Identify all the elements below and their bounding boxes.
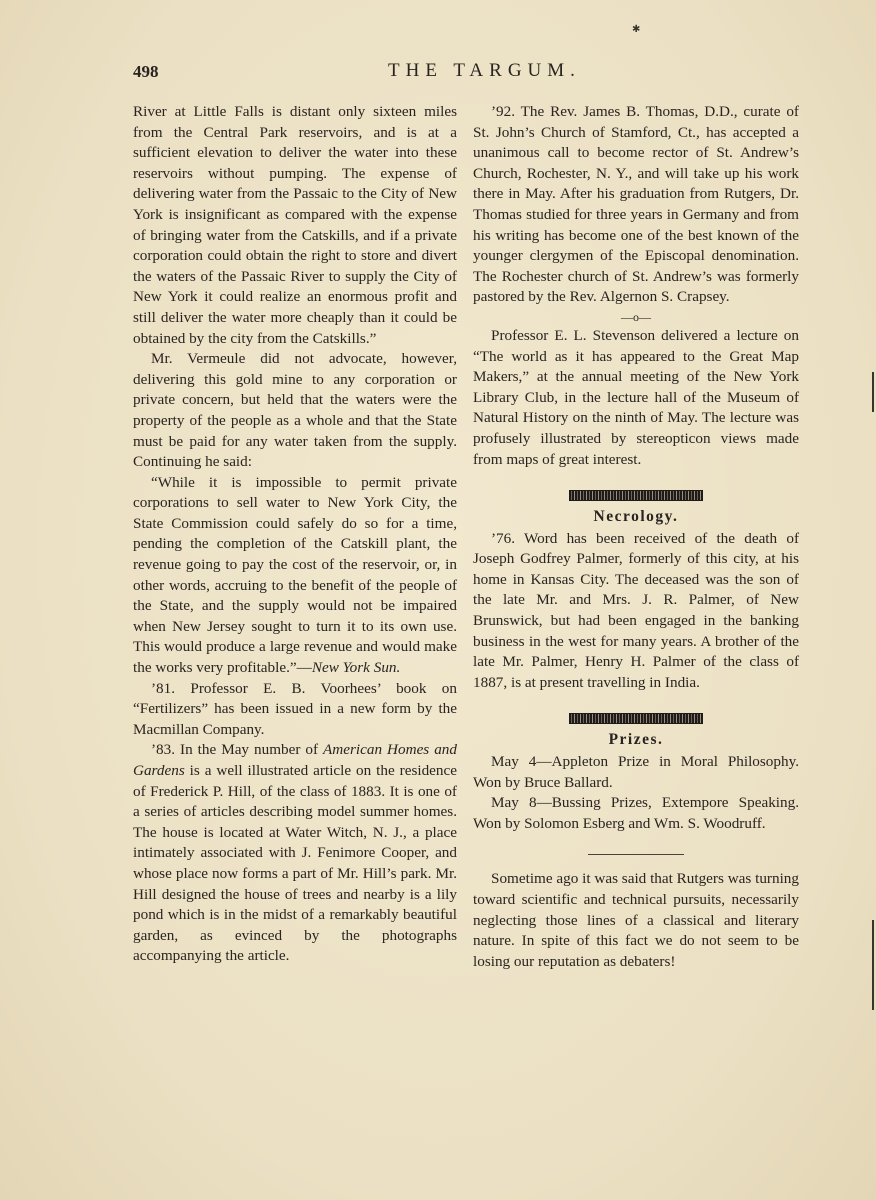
quote-source: New York Sun.	[311, 659, 401, 677]
paragraph-voorhees: ’81. Professor E. B. Voorhees’ book on “Fertilizers” has been issued in a new form by the Macmillan Company.	[133, 679, 457, 738]
page-edge-mark	[872, 372, 874, 412]
paragraph-palmer: ’76. Word has been received of the death of Joseph Godfrey Palmer, formerly of this city, at his home in Kansas City. The deceased was the son of the late Mr. and Mrs. J. R. Palmer, of New Brunswick, but had been engaged in the banking business in the west for many years. A brother of the late Mr. Palmer, Henry H. Palmer of the class of 1887, is at present travelling in India.	[473, 529, 799, 691]
section-divider: —o—	[621, 309, 651, 324]
magazine-title: American Homes and Gardens	[133, 741, 457, 779]
prizes-heading: Prizes.	[608, 731, 664, 749]
right-column	[473, 102, 799, 972]
left-column	[133, 102, 457, 967]
prize-item: May 4—Appleton Prize in Moral Philosophy. Won by Bruce Ballard.	[473, 753, 799, 791]
ink-mark-icon: ✱	[632, 24, 641, 35]
paragraph-thomas: ’92. The Rev. James B. Thomas, D.D., curate of St. John’s Church of Stamford, Ct., has accepted a unanimous call to become rector of St. Andrew’s Church, Rochester, N. Y., and will take up his work there in May. After his graduation from Rutgers, Dr. Thomas studied for three years in Germany and from his writing has become one of the best known of the younger clergymen of the Episcopal denomination. The Rochester church of St. Andrew’s was formerly pastored by the Rev. Algernon S. Crapsey.	[473, 103, 799, 306]
quote-text: “While it is impossible to permit private corporations to sell water to New York City, the State Commission could safely do so for a time, pending the completion of the Catskill plant, the revenue going to pay the cost of the reservoir, or, in other words, accruing to the benefit of the people of the State, and the supply would not be impaired when New Jersey sought to turn it to its own use. This would produce a large revenue and would make the works very profitable.”—	[133, 473, 457, 677]
paragraph-hill-residence	[133, 740, 457, 967]
necrology-ornament	[569, 490, 703, 501]
hill-text-rest: is a well illustrated article on the residence of Frederick P. Hill, of the class of 1883. It is one of a series of articles describing model summer homes. The house is located at Water Witch, N. J., a place intimately associated with J. Fenimore Cooper, and whose place now forms a part of Mr. Hill’s park. Mr. Hill designed the house of trees and nearby is a lily pond which is in the midst of a remarkably beautiful garden, as evinced by the photographs accompanying the article.	[133, 762, 457, 965]
page-number: 498	[133, 62, 159, 81]
paragraph-quote-commission	[133, 473, 457, 679]
page-edge-mark	[872, 920, 874, 1010]
paragraph-debaters: Sometime ago it was said that Rutgers was turning toward scientific and technical pursuits, necessarily neglecting those lines of a classical and literary nature. In spite of this fact we do not seem to be losing our reputation as debaters!	[473, 870, 799, 970]
prizes-ornament	[569, 713, 703, 724]
paragraph-stevenson: Professor E. L. Stevenson delivered a lecture on “The world as it has appeared to the Great Map Makers,” at the annual meeting of the New York Library Club, in the lecture hall of the Museum of Natural History on the ninth of May. The lecture was profusely illustrated by stereopticon views made from maps of great interest.	[473, 326, 799, 468]
paragraph-vermeule: Mr. Vermeule did not advocate, however, delivering this gold mine to any corporation or private concern, but held that the waters were the property of the people as a whole and that the State must be paid for any water taken from the supply. Continuing he said:	[133, 350, 457, 471]
closing-rule	[588, 854, 684, 855]
hill-text-start: ’83. In the May number of	[151, 741, 324, 759]
paragraph-passaic-water: River at Little Falls is distant only sixteen miles from the Central Park reservoirs, and is at a sufficient elevation to deliver the water into these reservoirs without pumping. The expense of delivering water from the Passaic to the City of New York is insignificant as compared with the expense of bringing water from the Catskills, and if a private corporation could obtain the right to store and divert the waters of the Passaic River to supply the City of New York it could realize an enormous profit and still deliver the water more cheaply than it could be obtained by the city from the Catskills.”	[133, 103, 457, 347]
necrology-heading: Necrology.	[593, 508, 679, 526]
prize-item: May 8—Bussing Prizes, Extempore Speaking. Won by Solomon Esberg and Wm. S. Woodruff.	[473, 794, 799, 832]
running-head: THE TARGUM.	[388, 60, 581, 81]
